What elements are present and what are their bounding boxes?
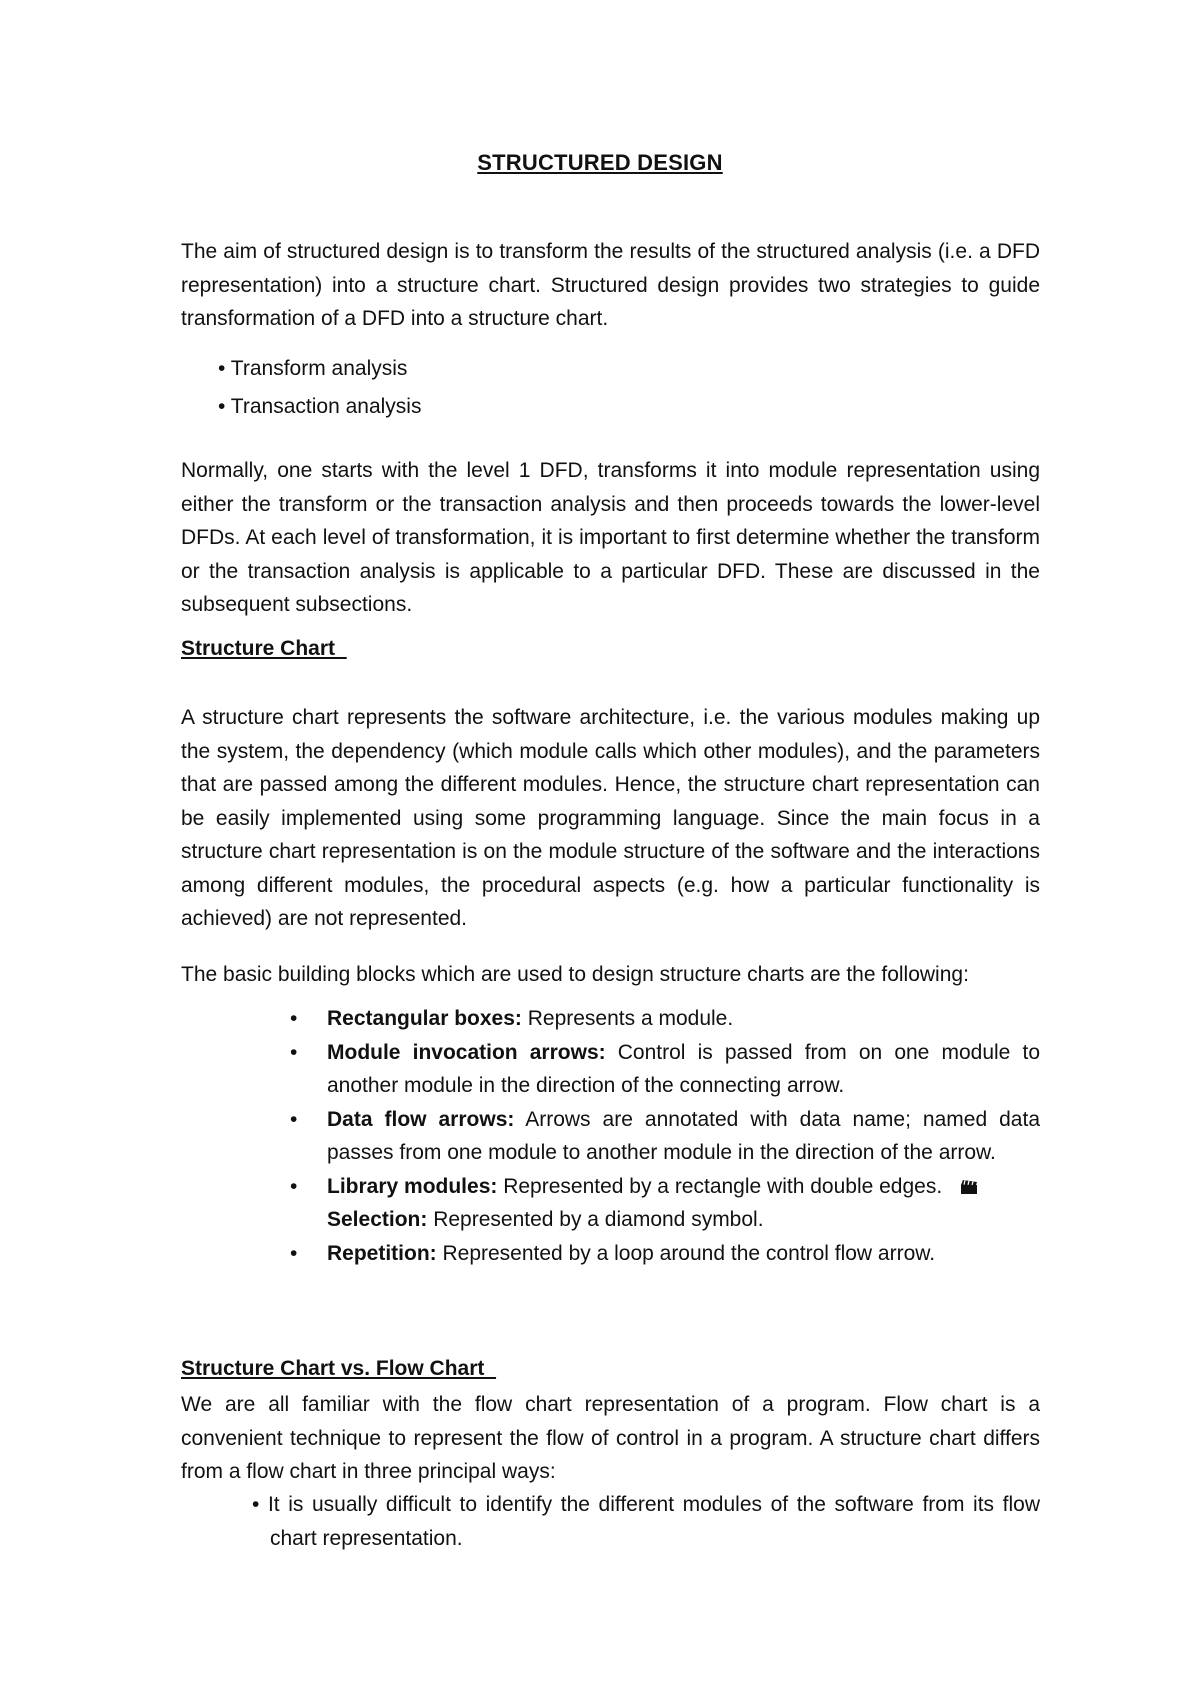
description: Represents a module. bbox=[521, 1007, 734, 1030]
description: Control is passed from on one module to another module in the direction of the connecting arrow. bbox=[327, 1040, 1041, 1097]
clapperboard-icon bbox=[960, 1172, 978, 1188]
structure-chart-heading: Structure Chart bbox=[181, 637, 347, 660]
strategy-item: • Transform analysis bbox=[218, 357, 408, 380]
term: Selection: bbox=[327, 1208, 428, 1231]
list-item bbox=[290, 1002, 1040, 1036]
term: Module invocation arrows: bbox=[327, 1040, 606, 1064]
bullet: • bbox=[290, 1040, 298, 1064]
description: Arrows are annotated with data name; named data passes from one module to another module in the direction of the arrow. bbox=[327, 1107, 1040, 1164]
list-item bbox=[290, 1036, 1040, 1103]
structure-vs-flow-heading: Structure Chart vs. Flow Chart bbox=[181, 1357, 497, 1380]
bullet: • bbox=[290, 1241, 298, 1265]
description: Represented by a loop around the control flow arrow. bbox=[436, 1241, 936, 1265]
page-title: STRUCTURED DESIGN bbox=[477, 150, 723, 175]
normally-paragraph: Normally, one starts with the level 1 DFD, transforms it into module representation using either the transform or the transaction analysis and then proceeds towards the lower-level DFDs. At each level of transformation, it is important to first determine whether the transform or the transaction analysis is applicable to a particular DFD. These are discussed in the subsequent subsections. bbox=[181, 459, 1040, 616]
bullet: • bbox=[290, 1007, 298, 1030]
list-item bbox=[290, 1170, 1040, 1237]
bullet: • bbox=[290, 1107, 298, 1131]
building-blocks-list bbox=[290, 1002, 1040, 1270]
term: Repetition: bbox=[327, 1241, 437, 1265]
term: Library modules: bbox=[327, 1174, 498, 1198]
description: Represented by a rectangle with double edges. bbox=[497, 1174, 943, 1198]
term: Data flow arrows: bbox=[327, 1107, 515, 1131]
list-item bbox=[290, 1103, 1040, 1170]
strategy-item: • Transaction analysis bbox=[218, 395, 422, 418]
description: Represented by a diamond symbol. bbox=[427, 1208, 764, 1231]
structure-chart-paragraph: A structure chart represents the software architecture, i.e. the various modules making up the system, the dependency (which module calls which other modules), and the parameters that are passed among the different modules. Hence, the structure chart representation can be easily implemented using some programming language. Since the main focus in a structure chart representation is on the module structure of the software and the interactions among different modules, the procedural aspects (e.g. how a particular functionality is achieved) are not represented. bbox=[181, 706, 1040, 930]
structure-vs-flow-paragraph: We are all familiar with the flow chart representation of a program. Flow chart is a convenient technique to represent the flow of control in a program. A structure chart differs from a flow chart in three principal ways: bbox=[181, 1393, 1040, 1483]
list-item: • It is usually difficult to identify the different modules of the software from its flow chart representation. bbox=[252, 1493, 1040, 1550]
differences-list bbox=[252, 1488, 1040, 1555]
building-blocks-intro: The basic building blocks which are used to design structure charts are the following: bbox=[181, 963, 969, 986]
list-item bbox=[290, 1237, 1040, 1271]
term: Rectangular boxes: bbox=[327, 1007, 522, 1030]
bullet: • bbox=[290, 1174, 298, 1198]
intro-paragraph: The aim of structured design is to transform the results of the structured analysis (i.e. a DFD representation) into a structure chart. Structured design provides two strategies to guide transformation of a DFD into a structure chart. bbox=[181, 240, 1040, 330]
